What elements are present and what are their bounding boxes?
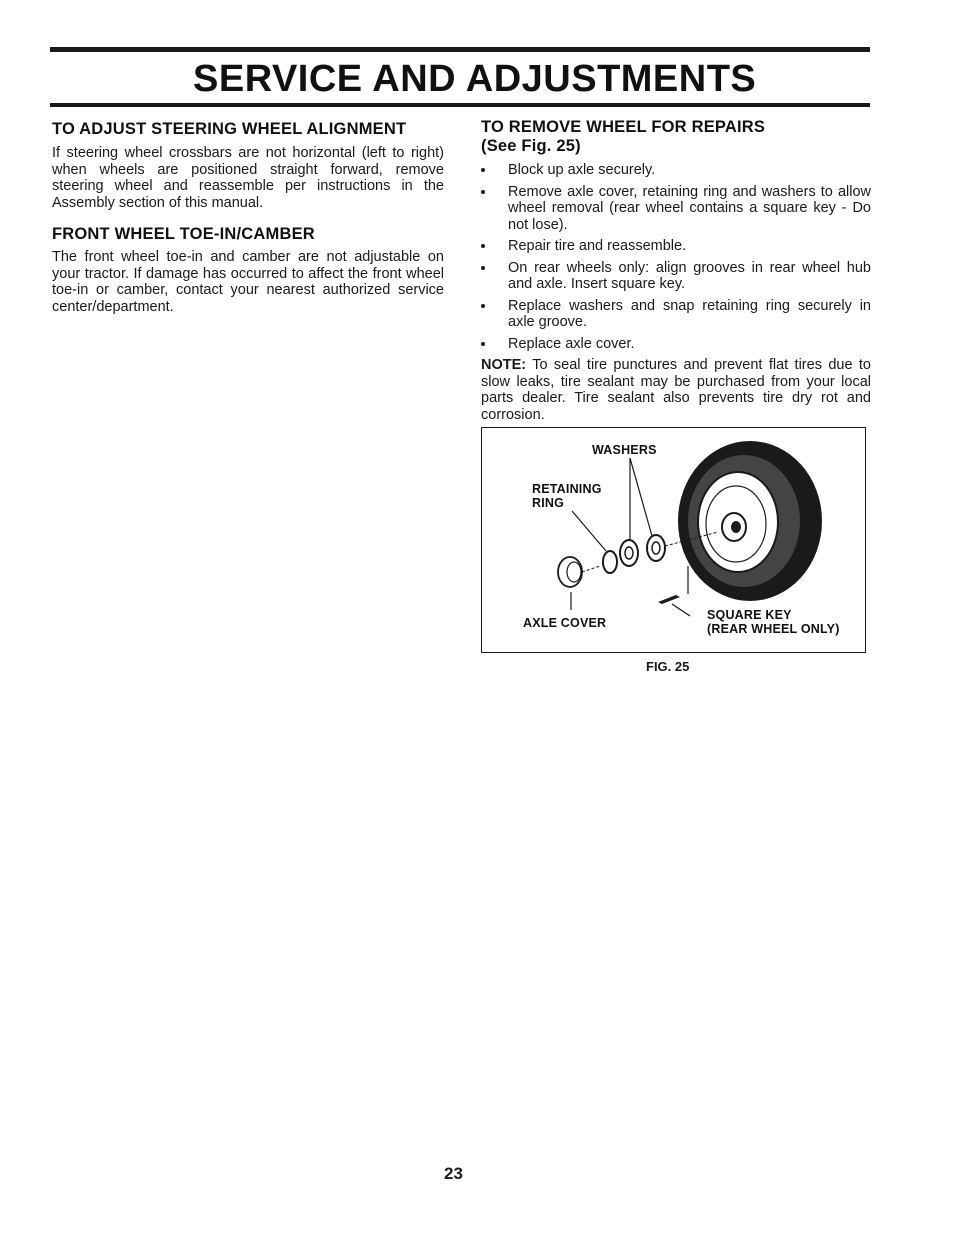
note-label: NOTE: bbox=[481, 357, 527, 373]
remove-wheel-steps bbox=[481, 162, 871, 352]
list-item: Repair tire and reassemble. bbox=[481, 238, 871, 255]
toe-in-camber-heading: FRONT WHEEL TOE-IN/CAMBER bbox=[52, 225, 315, 243]
list-item: Replace washers and snap retaining ring securely in axle groove. bbox=[481, 298, 871, 331]
square-key-illustration bbox=[658, 595, 680, 604]
rear-wheel-only-label: (REAR WHEEL ONLY) bbox=[707, 622, 840, 636]
bullet-icon bbox=[481, 304, 485, 308]
remove-wheel-heading bbox=[481, 118, 871, 156]
axle-cover-illustration bbox=[558, 557, 600, 587]
sealant-note bbox=[481, 357, 871, 423]
page-title: SERVICE AND ADJUSTMENTS bbox=[193, 58, 757, 100]
list-item: Block up axle securely. bbox=[481, 162, 871, 179]
list-item: On rear wheels only: align grooves in rear wheel hub and axle. Insert square key. bbox=[481, 260, 871, 293]
wheel-assembly-figure bbox=[481, 427, 866, 653]
title-underline-rule bbox=[50, 103, 870, 107]
steering-alignment-body: If steering wheel crossbars are not horizontal (left to right) when wheels are positioned straight forward, remove steering wheel and reassemble per instructions in the Assembly section of this manual. bbox=[52, 145, 444, 211]
right-column bbox=[481, 118, 871, 423]
retaining-ring-illustration bbox=[603, 551, 617, 573]
tire-illustration bbox=[678, 441, 822, 601]
remove-wheel-heading-line2: (See Fig. 25) bbox=[481, 137, 581, 155]
washers-label: WASHERS bbox=[592, 443, 657, 457]
top-rule bbox=[50, 47, 870, 52]
left-column bbox=[52, 118, 444, 315]
remove-wheel-heading-line1: TO REMOVE WHEEL FOR REPAIRS bbox=[481, 118, 766, 136]
bullet-icon bbox=[481, 342, 485, 346]
bullet-icon bbox=[481, 168, 485, 172]
square-key-label: SQUARE KEY bbox=[707, 608, 792, 622]
axle-cover-label: AXLE COVER bbox=[523, 616, 607, 630]
steering-alignment-heading: TO ADJUST STEERING WHEEL ALIGNMENT bbox=[52, 120, 407, 138]
page-number: 23 bbox=[444, 1164, 463, 1183]
bullet-icon bbox=[481, 190, 485, 194]
figure-caption: FIG. 25 bbox=[646, 659, 690, 674]
bullet-icon bbox=[481, 244, 485, 248]
retaining-ring-label-line1: RETAINING bbox=[532, 482, 602, 496]
note-text: To seal tire punctures and prevent flat tires due to slow leaks, tire sealant may be purchased from your local parts dealer. Tire sealant also prevents tire dry rot and corrosion. bbox=[481, 357, 871, 423]
bullet-icon bbox=[481, 266, 485, 270]
list-item: Replace axle cover. bbox=[481, 336, 871, 353]
toe-in-camber-body: The front wheel toe-in and camber are not adjustable on your tractor. If damage has occurred to affect the front wheel toe-in or camber, contact your nearest authorized service center/department. bbox=[52, 249, 444, 315]
retaining-ring-label-line2: RING bbox=[532, 496, 565, 510]
list-item: Remove axle cover, retaining ring and washers to allow wheel removal (rear wheel contains a square key - Do not lose). bbox=[481, 184, 871, 234]
